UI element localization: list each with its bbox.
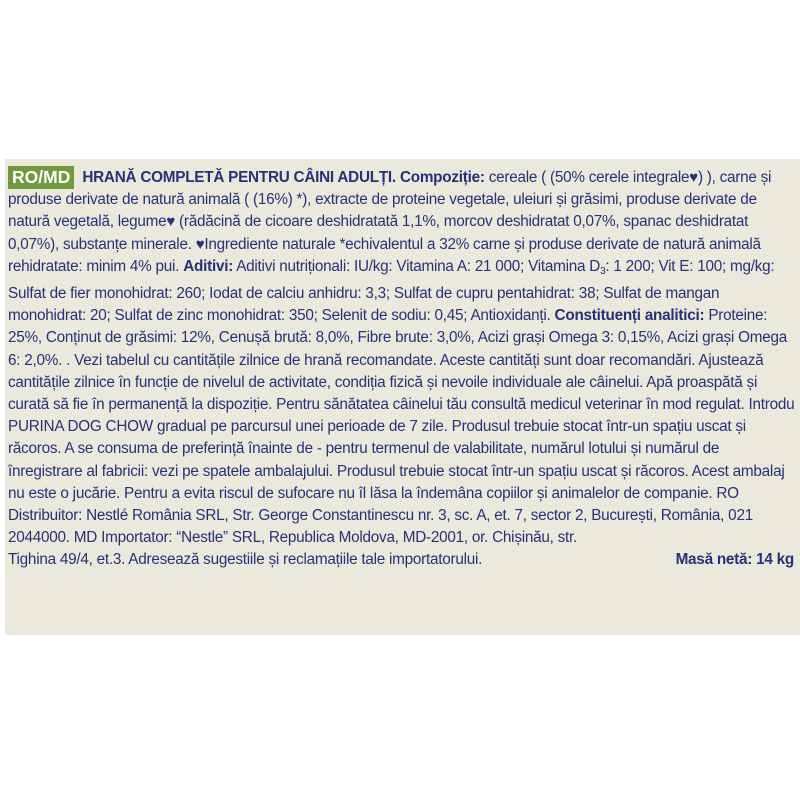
additives-label: Aditivi: xyxy=(183,257,234,275)
product-title: HRANĂ COMPLETĂ PENTRU CÂINI ADULȚI. xyxy=(82,169,396,186)
heart-icon: ♥ xyxy=(166,213,176,231)
importer-contact-text: Tighina 49/4, et.3. Adresează sugestiile și reclamațiile tale importatorului. xyxy=(8,551,483,569)
country-badge: RO/MD xyxy=(8,166,74,189)
net-mass-label: Masă netă: xyxy=(675,551,753,569)
product-label-panel xyxy=(5,159,800,635)
composition-label: Compoziție: xyxy=(399,169,485,186)
heart-icon: ♥ xyxy=(689,169,698,186)
analytic-text: Proteine: 25%, Conținut de grăsimi: 12%, Cenușă brută: 8,0%, Fibre brute: 3,0%, Acizi grași Omega 3: 0,15%, Acizi grași Omega 6: 2,0%. . Vezi tabelul cu cantitățile zilnice de hrană recomandate. Aceste cantități sunt doar recomandări. Ajustează cantitățile zilnice în funcție de nivelul de activitate, condiția fizică și nevoile individuale ale câinelui. Apă proaspătă și curată să fie în permanență la dispoziție. Pentru sănătatea câinelui tău consultă medicul veterinar în mod regulat. Introdu PURINA DOG CHOW gradual pe parcursul unei perioade de 7 zile. Produsul trebuie stocat într-un spațiu uscat și răcoros. A se consuma de preferință înainte de - pentru termenul de valabilitate, numărul lotului și numărul de înregistrare al fabricii: vezi pe spatele ambalajului. Produsul trebuie stocat într-un spațiu uscat și răcoros. Acest ambalaj nu este o jucărie. Pentru a evita riscul de sufocare nu îl lăsa la îndemâna copiilor și animalelor de companie. xyxy=(8,307,795,502)
additives-text-a: Aditivi nutriționali: IU/kg: Vitamina A: 21 000; Vitamina D xyxy=(233,257,601,275)
analytic-label: Constituenți analitici: xyxy=(554,307,705,325)
composition-text-a: cereale ( (50% cerele integrale xyxy=(484,169,690,186)
label-last-line xyxy=(8,549,797,571)
heart-icon: ♥ xyxy=(195,235,205,253)
vitamin-d-subscript: 3 xyxy=(600,265,606,277)
label-body-text xyxy=(8,166,797,549)
composition-text-c: (rădăcină de cicoare deshidratată 1,1%, morcov deshidratat 0,07%, spanac deshidratat 0,07%), substanțe minerale. xyxy=(8,213,749,253)
net-mass-value: 14 kg xyxy=(752,551,794,569)
additives-text-b: : 1 200; Vit E: 100; mg/kg: Sulfat de fier monohidrat: 260; Iodat de calciu anhidru: 3,3; Sulfat de cupru pentahidrat: 38; Sulfat de mangan monohidrat: 20; Sulfat de zinc monohidrat: 350; Selenit de sodiu: 0,45; Antioxidanți. xyxy=(8,257,775,325)
composition-text-d: Ingrediente naturale *echivalentul a 32% carne și produse derivate de natură animală rehidratate: minim 4% pui. xyxy=(8,235,761,275)
distributor-text: RO Distribuitor: Nestlé România SRL, Str. George Constantinescu nr. 3, sc. A, et. 7, sector 2, București, România, 021 2044000. MD Importator: “Nestle” SRL, Republica Moldova, MD-2001, or. Chișinău, str. xyxy=(8,484,753,547)
composition-text-b: ) ), carne și produse derivate de natură animală ( (16%) *), extracte de proteine vegetale, uleiuri și grăsimi, produse derivate de natură vegetală, legume xyxy=(8,169,772,231)
net-mass xyxy=(676,549,797,571)
